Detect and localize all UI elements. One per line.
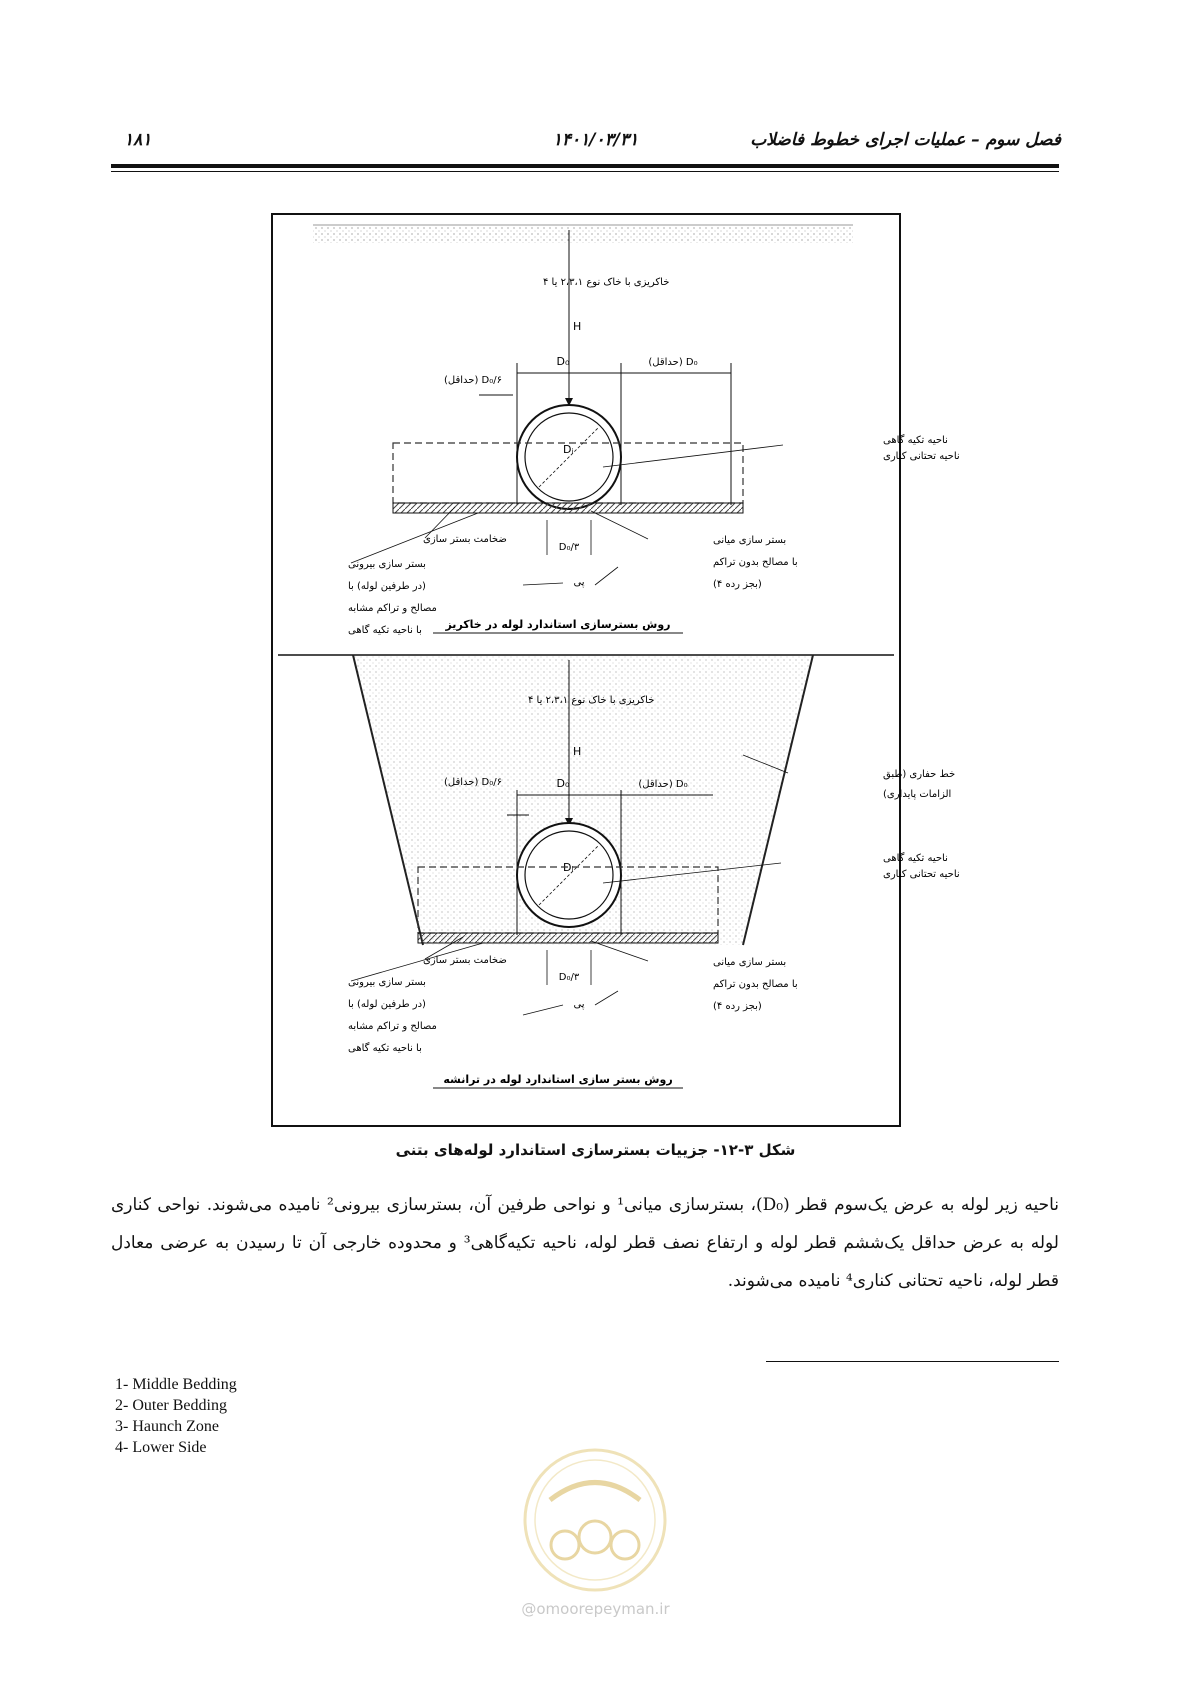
top-foundation-label: پی bbox=[573, 577, 585, 588]
watermark-gear-icon bbox=[611, 1531, 639, 1559]
bedding-diagram bbox=[273, 215, 960, 1125]
figure-frame bbox=[271, 213, 960, 1127]
bottom-bedding-thickness-label: ضخامت بستر سازی bbox=[423, 955, 507, 966]
top-do-label: D₀ bbox=[556, 355, 570, 368]
svg-text:با ناحیه تکیه گاهی: با ناحیه تکیه گاهی bbox=[348, 625, 422, 636]
svg-text:بستر سازی بیرونی: بستر سازی بیرونی bbox=[348, 559, 426, 570]
top-di-label: Dᵢ bbox=[563, 443, 574, 456]
figure-caption: شکل ۳-۱۲- جزییات بسترسازی استاندارد لوله‌های بتنی bbox=[395, 1141, 796, 1159]
bottom-lower-side-label: ناحیه تحتانی کناری bbox=[883, 869, 960, 880]
svg-text:مصالح و تراکم مشابه: مصالح و تراکم مشابه bbox=[348, 1021, 437, 1032]
bottom-do-min-label: D₀ (حداقل) bbox=[638, 779, 688, 790]
top-panel-title: روش بسترسازی استاندارد لوله در خاکریز bbox=[445, 618, 671, 631]
bottom-do6-label: D₀/۶ (حداقل) bbox=[444, 777, 502, 788]
watermark-logo-icon bbox=[505, 1445, 685, 1595]
footnotes bbox=[115, 1374, 237, 1458]
svg-text:(در طرفین لوله) با: (در طرفین لوله) با bbox=[348, 999, 426, 1010]
bottom-middle-bedding-text bbox=[713, 957, 798, 1012]
watermark-person-icon bbox=[579, 1521, 611, 1553]
top-do-min-label: D₀ (حداقل) bbox=[648, 357, 698, 368]
header-date: ۱۴۰۱/۰۳/۳۱ bbox=[552, 130, 639, 150]
top-haunch-label: ناحیه تکیه گاهی bbox=[883, 435, 948, 446]
top-bedding bbox=[393, 503, 743, 513]
top-backfill-label: خاکریزی با خاک نوع ۲،۳،۱ یا ۴ bbox=[543, 277, 670, 288]
header-rule-thick bbox=[111, 164, 1059, 168]
bottom-foundation-label: پی bbox=[573, 999, 585, 1010]
footnote-4: 4- Lower Side bbox=[115, 1439, 207, 1456]
bottom-panel-title: روش بستر سازی استاندارد لوله در ترانشه bbox=[443, 1073, 673, 1086]
svg-text:بستر سازی میانی: بستر سازی میانی bbox=[713, 957, 787, 968]
bottom-bedding bbox=[418, 933, 718, 943]
excavation-line-2: الزامات پایداری) bbox=[883, 789, 952, 800]
top-do3-label: D₀/۳ bbox=[558, 542, 580, 553]
svg-text:با مصالح بدون تراکم: با مصالح بدون تراکم bbox=[713, 557, 798, 568]
excavation-line-1: خط حفاری (طبق bbox=[883, 769, 956, 780]
bottom-h-label: H bbox=[573, 745, 582, 758]
chapter-title: فصل سوم – عملیات اجرای خطوط فاضلاب bbox=[750, 130, 1061, 150]
bottom-do-label: D₀ bbox=[556, 777, 570, 790]
footnote-1: 1- Middle Bedding bbox=[115, 1376, 237, 1393]
svg-text:با مصالح بدون تراکم: با مصالح بدون تراکم bbox=[713, 979, 798, 990]
top-bedding-thickness-label: ضخامت بستر سازی bbox=[423, 534, 507, 545]
watermark-calligraphy-icon bbox=[550, 1483, 640, 1501]
bottom-haunch-label: ناحیه تکیه گاهی bbox=[883, 853, 948, 864]
top-outer-bedding-text bbox=[348, 559, 437, 636]
body-paragraph: ناحیه زیر لوله به عرض یک‌سوم قطر (D₀)، بسترسازی میانی¹ و نواحی طرفین آن، بسترسازی بیرونی² نامیده می‌شوند. نواحی کناری لوله به عرض حداقل یک‌ششم قطر لوله و ارتفاع نصف قطر لوله، ناحیه تکیه‌گاهی³ و محدوده خارجی آن تا رسیدن به عرضی معادل قطر لوله، ناحیه تحتانی کناری⁴ نامیده می‌شوند. bbox=[111, 1195, 1060, 1291]
footnote-2: 2- Outer Bedding bbox=[115, 1397, 227, 1414]
bottom-outer-bedding-text bbox=[348, 977, 437, 1054]
top-ground-surface bbox=[313, 223, 853, 243]
top-lower-side-label: ناحیه تحتانی کناری bbox=[883, 451, 960, 462]
footnote-rule bbox=[766, 1361, 1059, 1362]
svg-text:بستر سازی بیرونی: بستر سازی بیرونی bbox=[348, 977, 426, 988]
watermark-scale-icon bbox=[551, 1531, 579, 1559]
svg-text:مصالح و تراکم مشابه: مصالح و تراکم مشابه bbox=[348, 603, 437, 614]
svg-text:بستر سازی میانی: بستر سازی میانی bbox=[713, 535, 787, 546]
footnote-3: 3- Haunch Zone bbox=[115, 1418, 219, 1435]
svg-text:(بجز رده ۴): (بجز رده ۴) bbox=[713, 1001, 762, 1012]
top-middle-bedding-text bbox=[713, 535, 798, 590]
bottom-do3-label: D₀/۳ bbox=[558, 972, 580, 983]
svg-text:با ناحیه تکیه گاهی: با ناحیه تکیه گاهی bbox=[348, 1043, 422, 1054]
page-number: ۱۸۱ bbox=[124, 130, 152, 150]
bottom-di-label: Dᵢ bbox=[563, 861, 574, 874]
bottom-panel bbox=[348, 655, 960, 1088]
top-do6-label: D₀/۶ (حداقل) bbox=[444, 375, 502, 386]
top-panel bbox=[313, 223, 960, 636]
top-h-label: H bbox=[573, 320, 582, 333]
header-rule-thin bbox=[111, 171, 1059, 172]
svg-text:(بجز رده ۴): (بجز رده ۴) bbox=[713, 579, 762, 590]
bottom-backfill-label: خاکریزی با خاک نوع ۲،۳،۱ یا ۴ bbox=[528, 695, 655, 706]
svg-text:(در طرفین لوله) با: (در طرفین لوله) با bbox=[348, 581, 426, 592]
watermark-url: @omoorepeyman.ir bbox=[521, 1600, 670, 1618]
